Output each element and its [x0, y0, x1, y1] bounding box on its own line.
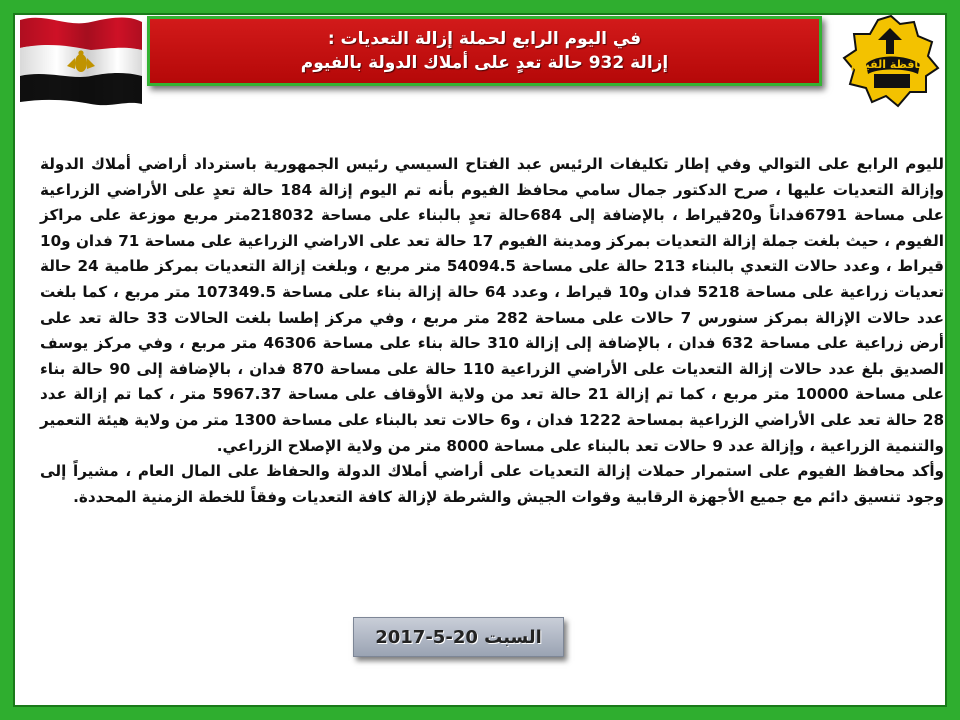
date-text: السبت 20-5-2017 — [375, 626, 542, 648]
article-paragraph-2: وأكد محافظ الفيوم على استمرار حملات إزالة التعديات على أراضي أملاك الدولة والحفاظ على المال العام ، مشيراً إلى وجود تنسيق دائم مع جميع الأجهزة الرقابية وقوات الجيش والشرطة لإزالة كافة التعديات وفقاً للخطة الزمنية المحددة. — [40, 462, 944, 506]
article-paragraph-1: لليوم الرابع على التوالي وفي إطار تكليفات الرئيس عبد الفتاح السيسي رئيس الجمهورية باسترداد أراضي أملاك الدولة وإزالة التعديات عليها ، صرح الدكتور جمال سامي محافظ الفيوم بأنه تم اليوم إزالة 184 حالة تعدٍ على الأراضي الزراعية على مساحة 6791فداناً و20قيراط ، بالإضافة إلى 684حالة تعدٍ بالبناء على مساحة 218032متر مربع موزعة على مراكز الفيوم ، حيث بلغت جملة إزالة التعديات بمركز ومدينة الفيوم 17 حالة تعد على الاراضي الزراعية على مساحة 71 فدان و10 قيراط ، وعدد حالات التعدي بالبناء 213 حالة على مساحة 54094.5 متر مربع ، وبلغت إزالة التعديات بمركز طامية 24 حالة تعديات زراعية على مساحة 5218 فدان و10 قيراط ، وعدد 64 حالة إزالة بناء على مساحة 107349.5 متر مربع ، كما بلغت عدد حالات الإزالة بمركز سنورس 7 حالات على مساحة 282 متر مربع ، وفي مركز إطسا بلغت الحالات 33 حالة تعد على أرض زراعية على مساحة 632 فدان ، بالإضافة إلى إزالة 310 حالة بناء على مساحة 46306 متر مربع ، وفي مركز يوسف الصديق بلغ عدد حالات إزالة التعديات على الأراضي الزراعية 110 حالة على مساحة 870 فدان ، بالإضافة إلى 90 حالة بناء على مساحة 10000 متر مربع ، كما تم إزالة 21 حالة تعد من ولاية الأوقاف على مساحة 5967.37 متر ، كما تم إزالة عدد 28 حالة تعد على الأراضي الزراعية بمساحة 1222 فدان ، و6 حالات تعد بالبناء على مساحة 1300 متر من ولاية هيئة التعمير والتنمية الزراعية ، وإزالة عدد 9 حالات تعد بالبناء على مساحة 8000 متر من ولاية الإصلاح الزراعي. — [40, 155, 945, 455]
banner-title-line-1: في اليوم الرابع لحملة إزالة التعديات : — [327, 29, 642, 49]
article-body — [40, 152, 944, 510]
governorate-logo-icon — [836, 12, 946, 110]
title-banner — [147, 16, 822, 86]
egypt-flag-icon — [16, 14, 146, 106]
banner-title-line-2: إزالة 932 حالة تعدٍ على أملاك الدولة بالفيوم — [300, 53, 669, 73]
logo-text: محافظة الفيوم — [850, 58, 934, 71]
date-box — [353, 617, 564, 657]
